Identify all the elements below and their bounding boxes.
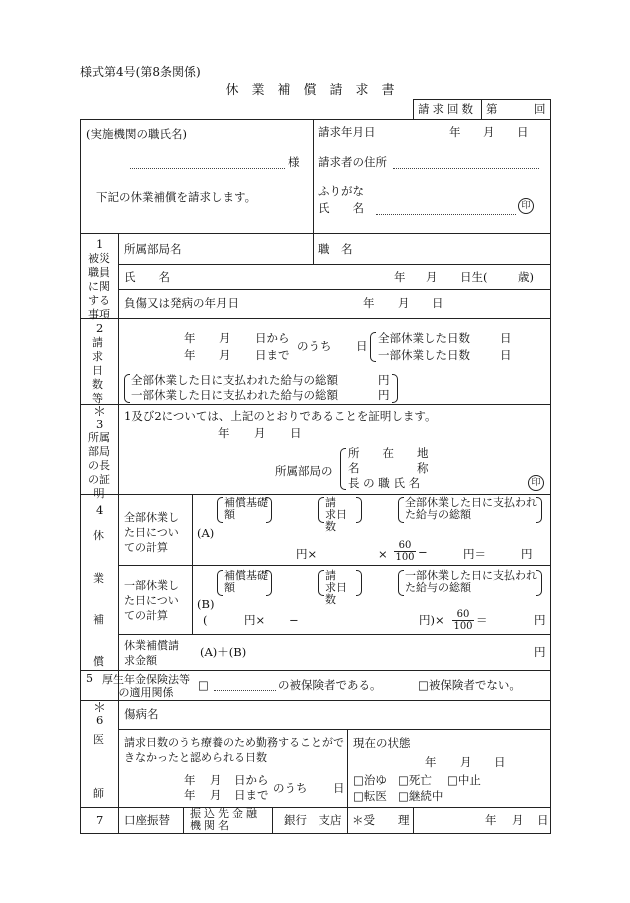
claimant-name-label: 氏 名 [318, 201, 364, 215]
total-yen: 円 [534, 645, 546, 659]
b-yen-x: 円× [244, 613, 266, 627]
a-fraction [394, 540, 416, 563]
s2-from-month[interactable]: 月 [219, 331, 231, 345]
s4-number: 4 [96, 503, 104, 517]
status-died[interactable]: □死亡 [398, 773, 432, 787]
s6-to-month[interactable]: 月 [210, 788, 222, 802]
calc-b: (B) [197, 597, 215, 611]
injury-month[interactable]: 月 [398, 296, 410, 310]
status-label: 現在の状態 [353, 736, 411, 750]
partial-days-unit: 日 [500, 348, 512, 362]
days-label-b: 請 求日 数 [325, 569, 358, 606]
dept-label: 所属部局名 [124, 242, 182, 256]
a-yen-x: 円× [296, 547, 318, 561]
s3-number: 3 [96, 417, 104, 431]
cert-day[interactable]: 日 [290, 426, 302, 440]
insurance-law-field[interactable] [214, 690, 276, 691]
insured-checkbox[interactable]: □ [198, 678, 209, 692]
s5-number: 5 [86, 672, 93, 685]
received-month[interactable]: 月 [512, 813, 524, 827]
s2-from-year[interactable]: 年 [184, 331, 196, 345]
status-stopped[interactable]: □中止 [447, 773, 481, 787]
form-title: 休 業 補 償 請 求 書 [225, 83, 395, 98]
insured-suffix: の被保険者である。 [278, 678, 382, 692]
birth-year[interactable]: 年 [394, 270, 406, 284]
partial-days-label: 一部休業した日数 [378, 348, 470, 362]
days-label-a: 請 求日 数 [325, 496, 358, 533]
post-label: 職 名 [318, 242, 353, 256]
injury-day[interactable]: 日 [432, 296, 444, 310]
s4-label-4: 償 [93, 655, 104, 668]
s1-label: 被災職員に関する事項 [88, 252, 110, 321]
s2-to-year[interactable]: 年 [184, 348, 196, 362]
a-yen: 円 [521, 547, 533, 561]
s6-nouchi: のうち [273, 781, 308, 795]
s2-number: 2 [96, 321, 104, 335]
a-times: × [378, 547, 388, 561]
claim-date-year[interactable]: 年 [449, 125, 461, 139]
claim-count-prefix: 第 [486, 102, 498, 116]
s7-number: 7 [96, 813, 104, 827]
transfer-label: 口座振替 [124, 813, 170, 827]
s3-mark: ＊ [93, 405, 107, 420]
b-frac-num: 60 [452, 609, 474, 621]
dept-name-label: 名 称 [348, 461, 429, 475]
injury-year[interactable]: 年 [363, 296, 375, 310]
seal-mark: 印 [518, 198, 534, 214]
full-days-unit: 日 [500, 331, 512, 345]
base-label-b: 補償基礎額 [224, 569, 268, 594]
total-label: 休業補償請求金額 [124, 639, 179, 667]
status-continuing[interactable]: □継続中 [398, 789, 444, 803]
b-yen: 円 [534, 613, 546, 627]
status-day[interactable]: 日 [494, 755, 506, 769]
s6-from-year[interactable]: 年 [184, 773, 196, 787]
s2-label: 請求日数等 [92, 336, 103, 405]
received-day[interactable]: 日 [537, 813, 549, 827]
claim-count-suffix: 回 [534, 102, 546, 116]
s6-days-text: 請求日数のうち療養のため勤務することができなかったと認められる日数 [124, 736, 344, 764]
calc-a: (A) [197, 526, 215, 540]
s2-from-day[interactable]: 日から [255, 331, 290, 345]
s6-from-day[interactable]: 日から [234, 773, 269, 787]
form-number: 様式第4号(第8条関係) [80, 65, 201, 79]
s6-from-month[interactable]: 月 [210, 773, 222, 787]
head-of-label: 所属部局の [275, 464, 333, 478]
claim-count-label: 請求回数 [418, 102, 476, 116]
location-label: 所 在 地 [348, 446, 429, 460]
s6-label-1: 医 [93, 733, 104, 746]
s1-number: 1 [96, 237, 104, 251]
birth-day[interactable]: 日生( [460, 270, 488, 284]
s2-nouchi: のうち [297, 339, 332, 353]
b-fraction [452, 609, 474, 632]
s5-label: 厚生年金保険法等の適用関係 [102, 673, 190, 699]
full-days-label: 全部休業した日数 [378, 331, 470, 345]
address-label: 請求者の住所 [318, 155, 387, 169]
s2-to-day[interactable]: 日まで [255, 348, 290, 362]
s6-mark: ＊ [93, 701, 107, 716]
full-pay-label-a: 全部休業した日に支払われた給与の総額 [405, 496, 537, 521]
agency-head-field[interactable] [130, 168, 285, 169]
s2-total-days: 日 [356, 339, 368, 353]
partial-pay-label-b: 一部休業した日に支払われた給与の総額 [405, 569, 537, 594]
b-minus: − [289, 613, 299, 627]
request-text: 下記の休業補償を請求します。 [96, 190, 257, 204]
b-frac-den: 100 [453, 621, 473, 632]
received-label: ＊受 理 [352, 813, 410, 827]
address-field[interactable] [393, 168, 539, 169]
base-label-a: 補償基礎額 [224, 496, 268, 521]
s3-label: 所属部局の長の証明 [88, 431, 110, 500]
b-eq: ＝ [476, 613, 488, 627]
status-cured[interactable]: □治ゆ [353, 773, 387, 787]
claimant-name-field[interactable] [376, 214, 516, 215]
s4-label-2: 業 [93, 572, 104, 585]
total-formula: (A)＋(B) [200, 645, 247, 659]
furigana-label: ふりがな [318, 184, 364, 198]
b-yen-close-x: 円)× [419, 613, 445, 627]
officer-label: 長 の 職 氏 名 [348, 476, 421, 490]
not-insured-option[interactable]: □被保険者でない。 [418, 678, 521, 692]
s6-days-unit: 日 [333, 781, 345, 795]
injury-date-label: 負傷又は発病の年月日 [124, 296, 239, 310]
birth-month[interactable]: 月 [426, 270, 438, 284]
disease-label: 傷病名 [124, 707, 159, 721]
agency-head-label: (実施機関の職氏名) [86, 127, 187, 141]
s2-full-pay-yen: 円 [378, 373, 390, 387]
s2-to-month[interactable]: 月 [219, 348, 231, 362]
status-year[interactable]: 年 [425, 755, 437, 769]
s6-to-day[interactable]: 日まで [234, 788, 269, 802]
s2-full-pay-label: 全部休業した日に支払われた給与の総額 [131, 373, 338, 387]
status-month[interactable]: 月 [460, 755, 472, 769]
a-minus: − [418, 545, 428, 559]
claim-date-month[interactable]: 月 [483, 125, 495, 139]
s2-partial-pay-label: 一部休業した日に支払われた給与の総額 [131, 388, 338, 402]
status-transfer[interactable]: □転医 [353, 789, 387, 803]
a-frac-num: 60 [394, 540, 416, 552]
a-frac-den: 100 [395, 552, 415, 563]
full-calc-label: 全部休業した日についての計算 [124, 511, 179, 554]
s6-number: 6 [96, 713, 104, 727]
sama-label: 様 [288, 155, 300, 169]
s6-label-2: 師 [93, 787, 104, 800]
bank-branch[interactable]: 銀行 支店 [284, 813, 342, 827]
a-yen-eq: 円＝ [463, 547, 486, 561]
victim-name-label: 氏 名 [124, 270, 170, 284]
bank-label: 振込先金融機関名 [190, 807, 260, 832]
partial-calc-label: 一部休業した日についての計算 [124, 579, 179, 622]
b-paren: ( [203, 613, 208, 627]
received-year[interactable]: 年 [485, 813, 497, 827]
cert-seal-mark: 印 [528, 475, 544, 491]
s4-label-3: 補 [93, 613, 104, 626]
s6-to-year[interactable]: 年 [184, 788, 196, 802]
age-close: 歳) [518, 270, 534, 284]
cert-text: 1及び2については、上記のとおりであることを証明します。 [124, 409, 437, 423]
s2-partial-pay-yen: 円 [378, 388, 390, 402]
claim-date-label: 請求年月日 [318, 125, 376, 139]
cert-month[interactable]: 月 [254, 426, 266, 440]
claim-date-day[interactable]: 日 [517, 125, 529, 139]
table-right-border [550, 119, 551, 833]
s4-label-1: 休 [93, 529, 104, 542]
cert-year[interactable]: 年 [218, 426, 230, 440]
table-left-border [80, 119, 81, 833]
